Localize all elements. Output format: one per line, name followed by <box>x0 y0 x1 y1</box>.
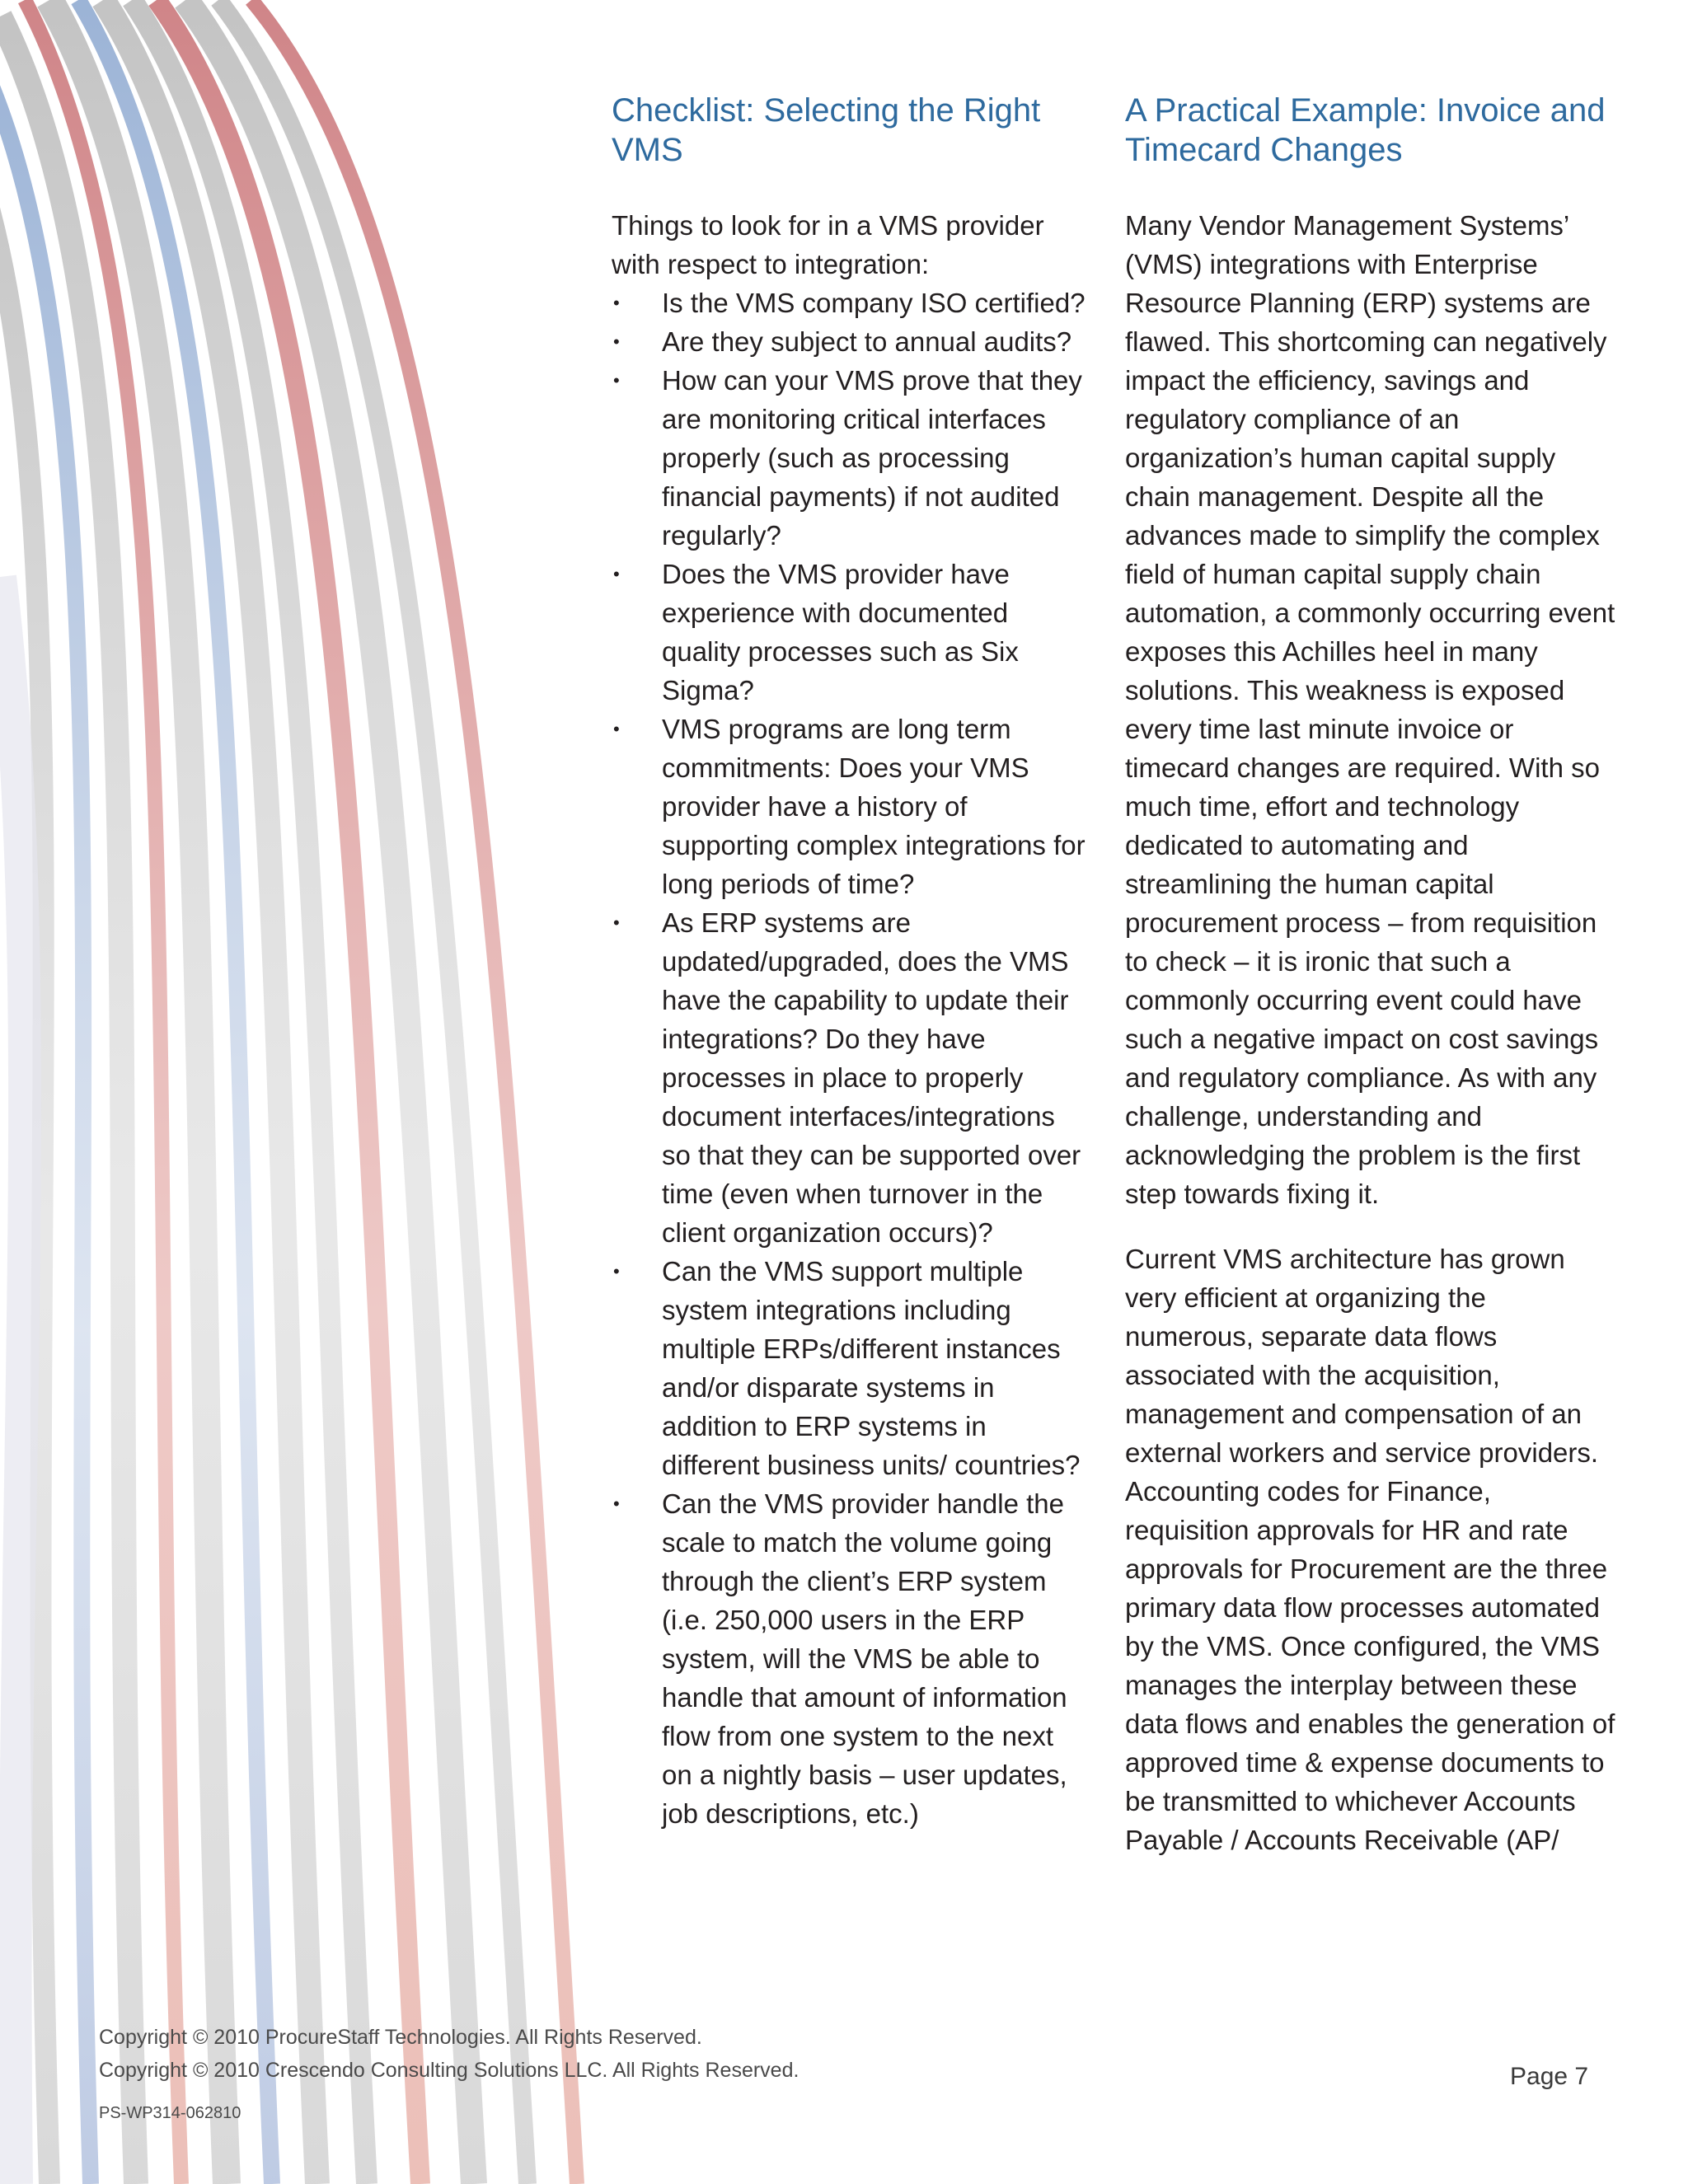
list-item <box>612 1252 1090 1484</box>
example-heading: A Practical Example: Invoice and Timecard Changes <box>1125 92 1606 168</box>
bullet-text: VMS programs are long term commitments: Does your VMS provider have a history of supporting complex integrations for long periods of time? <box>662 714 1085 899</box>
list-item <box>612 1484 1090 1833</box>
bullet-icon: • <box>613 564 620 584</box>
copyright-crescendo: Copyright © 2010 Crescendo Consulting Solutions LLC. All Rights Reserved. <box>99 2059 799 2082</box>
bullet-text: Can the VMS provider handle the scale to match the volume going through the client’s ERP system (i.e. 250,000 users in the ERP system, will the VMS be able to handle that amount of information flow from one system to the next on a nightly basis – user updates, job descriptions, etc.) <box>662 1488 1067 1829</box>
bullet-icon: • <box>613 912 620 933</box>
list-item <box>612 710 1090 903</box>
bullet-icon: • <box>613 1261 620 1282</box>
copyright-procurestaff: Copyright © 2010 ProcureStaff Technologies. All Rights Reserved. <box>99 2026 702 2049</box>
bullet-text: As ERP systems are updated/upgraded, does the VMS have the capability to update their integrations? Do they have processes in place to properly document interfaces/integrations so that they can be supported over time (even when turnover in the client organization occurs)? <box>662 907 1081 1248</box>
checklist-intro: Things to look for in a VMS provider with respect to integration: <box>612 210 1044 279</box>
bullet-text: Can the VMS support multiple system integrations including multiple ERPs/different instances and/or disparate systems in addition to ERP systems in different business units/ countries? <box>662 1256 1081 1480</box>
checklist-bullets <box>612 284 1090 1833</box>
page-number: Page 7 <box>1510 2063 1589 2090</box>
list-item <box>612 361 1090 555</box>
checklist-heading: Checklist: Selecting the Right VMS <box>612 92 1041 168</box>
example-paragraph-1: Many Vendor Management Systems’ (VMS) integrations with Enterprise Resource Planning (ERP) systems are flawed. This shortcoming can negatively impact the efficiency, savings and regulatory compliance of an organization’s human capital supply chain management. Despite all the advances made to simplify the complex field of human capital supply chain automation, a commonly occurring event exposes this Achilles heel in many solutions. This weakness is exposed every time last minute invoice or timecard changes are required. With so much time, effort and technology dedicated to automating and streamlining the human capital procurement process – from requisition to check – it is ironic that such a commonly occurring event could have such a negative impact on cost savings and regulatory compliance. As with any challenge, understanding and acknowledging the problem is the first step towards fixing it. <box>1125 210 1615 1209</box>
bullet-icon: • <box>613 293 620 313</box>
decorative-stripes <box>0 0 659 2184</box>
bullet-icon: • <box>613 1493 620 1514</box>
example-paragraph-2: Current VMS architecture has grown very efficient at organizing the numerous, separate data flows associated with the acquisition, management and compensation of an external workers and service providers. Accounting codes for Finance, requisition approvals for HR and rate approvals for Procurement are the three primary data flow processes automated by the VMS. Once configured, the VMS manages the interplay between these data flows and enables the generation of approved time & expense documents to be transmitted to whichever Accounts Payable / Accounts Receivable (AP/ <box>1125 1244 1615 1855</box>
list-item <box>612 322 1090 361</box>
list-item <box>612 903 1090 1252</box>
bullet-icon: • <box>613 370 620 391</box>
document-id: PS-WP314-062810 <box>99 2104 241 2122</box>
list-item <box>612 555 1090 710</box>
checklist-column <box>612 91 1090 1833</box>
example-column <box>1125 91 1620 1859</box>
bullet-text: Is the VMS company ISO certified? <box>662 288 1085 318</box>
bullet-text: How can your VMS prove that they are monitoring critical interfaces properly (such as processing financial payments) if not audited regularly? <box>662 365 1082 551</box>
bullet-icon: • <box>613 331 620 352</box>
bullet-text: Are they subject to annual audits? <box>662 326 1072 357</box>
bullet-text: Does the VMS provider have experience with documented quality processes such as Six Sigma? <box>662 559 1019 705</box>
list-item <box>612 284 1090 322</box>
bullet-icon: • <box>613 719 620 739</box>
